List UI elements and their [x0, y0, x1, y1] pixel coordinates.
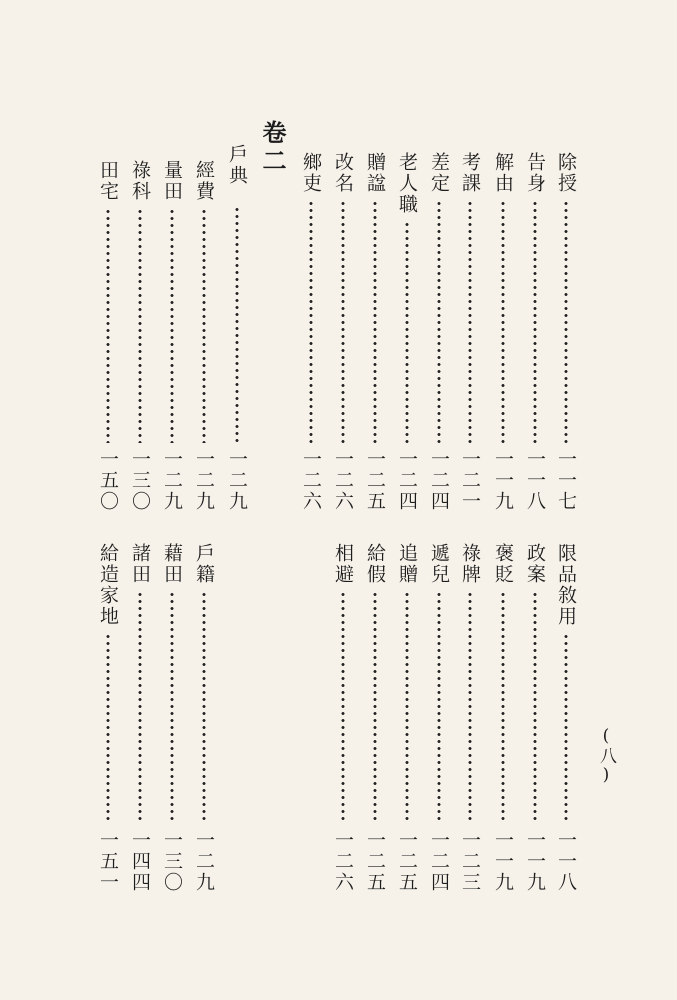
dot-leader — [468, 591, 472, 824]
dot-leader — [564, 200, 568, 443]
toc-entry — [553, 152, 579, 512]
entry-title: 田宅 — [97, 160, 119, 202]
entry-page: 一一九 — [492, 449, 514, 512]
entry-title: 諸田 — [129, 543, 151, 585]
toc-entry — [159, 160, 185, 512]
section-heading: 戶典 — [226, 144, 248, 186]
entry-title: 褒貶 — [492, 543, 514, 585]
toc-entry — [522, 543, 548, 893]
entry-page: 一一七 — [555, 449, 577, 512]
entry-page: 一二九 — [193, 449, 215, 512]
entry-page: 一二四 — [396, 449, 418, 512]
dot-leader — [501, 200, 505, 443]
toc-entry — [553, 543, 579, 893]
dot-leader — [533, 200, 537, 443]
dot-leader — [106, 633, 110, 824]
entry-page: 一三〇 — [161, 830, 183, 893]
toc-entry — [330, 543, 356, 893]
toc-entry — [298, 152, 324, 512]
entry-page: 一二一 — [459, 449, 481, 512]
toc-entry — [191, 160, 217, 512]
toc-entry — [127, 543, 153, 893]
dot-leader — [341, 200, 345, 443]
entry-title: 贈諡 — [364, 152, 386, 194]
dot-leader — [533, 591, 537, 824]
entry-page: 一二六 — [332, 830, 354, 893]
dot-leader — [405, 221, 409, 443]
entry-title: 藉田 — [161, 543, 183, 585]
entry-title: 解由 — [492, 152, 514, 194]
dot-leader — [309, 200, 313, 443]
dot-leader — [373, 200, 377, 443]
dot-leader — [437, 591, 441, 824]
toc-entry — [394, 152, 420, 512]
entry-title: 政案 — [524, 543, 546, 585]
entry-page: 一二四 — [428, 449, 450, 512]
dot-leader — [341, 591, 345, 824]
toc-entry — [127, 160, 153, 512]
toc-entry — [457, 543, 483, 893]
toc-entry — [95, 160, 121, 512]
toc-entry — [457, 152, 483, 512]
dot-leader — [202, 591, 206, 824]
entry-page: 一二三 — [459, 830, 481, 893]
toc-entry — [95, 543, 121, 893]
entry-page: 一五〇 — [97, 449, 119, 512]
dot-leader — [405, 591, 409, 824]
entry-page: 一一八 — [555, 830, 577, 893]
entry-page: 一二九 — [226, 449, 248, 512]
entry-title: 鄉吏 — [300, 152, 322, 194]
toc-entry — [224, 200, 250, 512]
entry-page: 一三〇 — [129, 449, 151, 512]
entry-page: 一五一 — [97, 830, 119, 893]
toc-entry — [362, 543, 388, 893]
entry-page: 一一八 — [524, 449, 546, 512]
dot-leader — [373, 591, 377, 824]
toc-entry — [426, 152, 452, 512]
entry-title: 經費 — [193, 160, 215, 202]
entry-page: 一二五 — [396, 830, 418, 893]
dot-leader — [138, 591, 142, 824]
toc-entry — [490, 152, 516, 512]
entry-title: 追贈 — [396, 543, 418, 585]
toc-entry — [159, 543, 185, 893]
toc-entry — [330, 152, 356, 512]
entry-page: 一二五 — [364, 830, 386, 893]
entry-title: 戶籍 — [193, 543, 215, 585]
entry-title: 祿牌 — [459, 543, 481, 585]
entry-page: 一二四 — [428, 830, 450, 893]
entry-page: 一四四 — [129, 830, 151, 893]
entry-title: 相避 — [332, 543, 354, 585]
entry-title: 差定 — [428, 152, 450, 194]
entry-title: 改名 — [332, 152, 354, 194]
toc-entry — [426, 543, 452, 893]
toc-entry — [191, 543, 217, 893]
dot-leader — [564, 633, 568, 824]
entry-page: 一二九 — [193, 830, 215, 893]
toc-entry — [490, 543, 516, 893]
entry-title: 遞兒 — [428, 543, 450, 585]
dot-leader — [468, 200, 472, 443]
dot-leader — [501, 591, 505, 824]
entry-page: 一一九 — [492, 830, 514, 893]
toc-entry — [362, 152, 388, 512]
entry-page: 一二六 — [300, 449, 322, 512]
dot-leader — [437, 200, 441, 443]
toc-entry — [522, 152, 548, 512]
dot-leader — [170, 591, 174, 824]
dot-leader — [235, 206, 239, 443]
entry-page: 一二九 — [161, 449, 183, 512]
toc-entry — [394, 543, 420, 893]
entry-title: 考課 — [459, 152, 481, 194]
dot-leader — [202, 208, 206, 443]
entry-title: 老人職 — [396, 152, 418, 215]
entry-page: 一二六 — [332, 449, 354, 512]
entry-title: 限品敘用 — [555, 543, 577, 627]
juan-heading: 卷二 — [258, 120, 287, 176]
entry-title: 給假 — [364, 543, 386, 585]
entry-title: 量田 — [161, 160, 183, 202]
dot-leader — [170, 208, 174, 443]
dot-leader — [138, 208, 142, 443]
entry-page: 一二五 — [364, 449, 386, 512]
folio-number: (八) — [596, 726, 616, 786]
entry-title: 祿科 — [129, 160, 151, 202]
entry-title: 告身 — [524, 152, 546, 194]
dot-leader — [106, 208, 110, 443]
entry-title: 除授 — [555, 152, 577, 194]
entry-page: 一一九 — [524, 830, 546, 893]
entry-title: 給造家地 — [97, 543, 119, 627]
